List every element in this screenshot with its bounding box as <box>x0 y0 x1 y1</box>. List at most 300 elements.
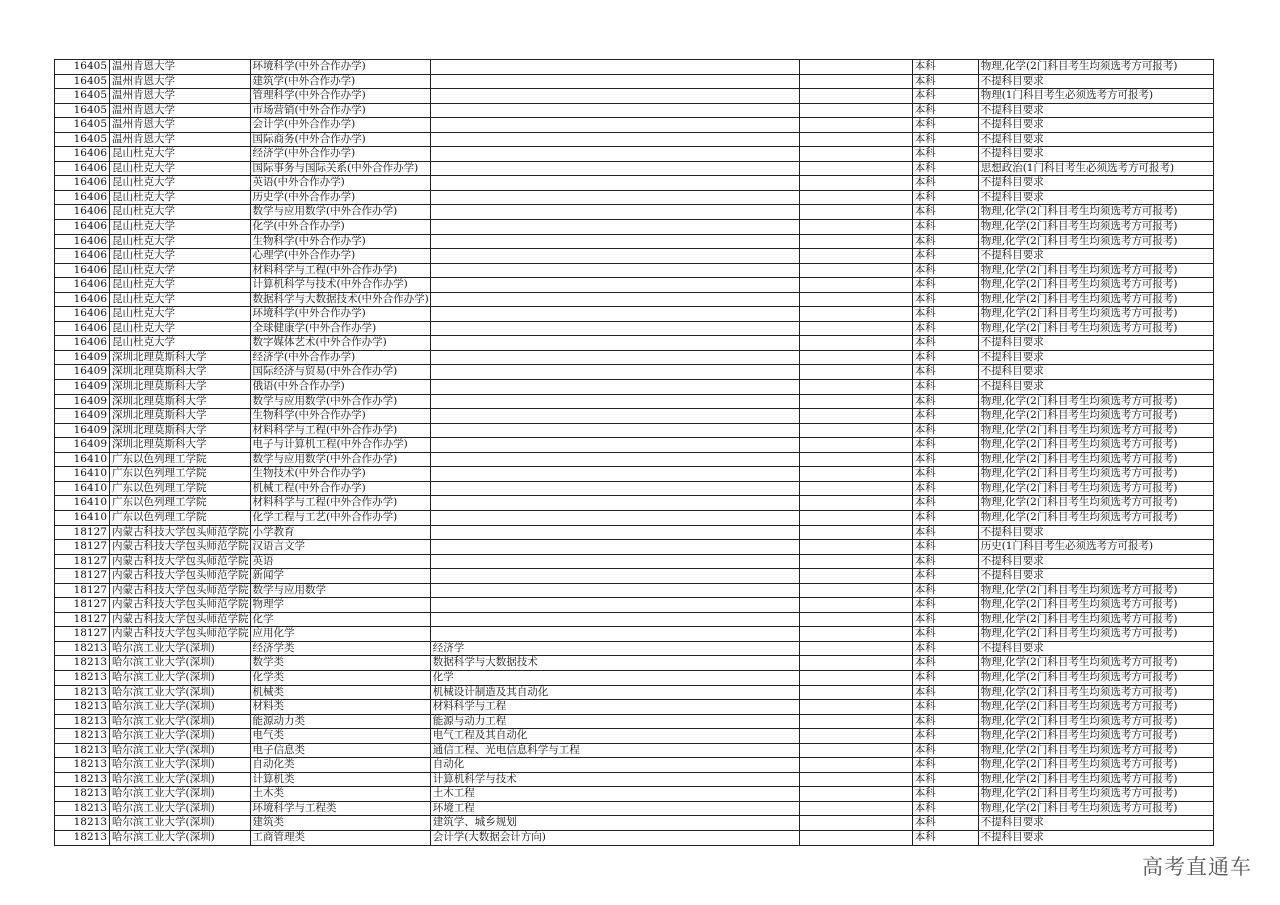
table-row <box>55 641 1214 656</box>
school-code-cell: 18213 <box>55 830 110 845</box>
major-group-cell: 化学工程与工艺(中外合作办学) <box>250 510 430 525</box>
school-name-cell: 内蒙古科技大学包头师范学院 <box>110 569 251 584</box>
level-cell: 本科 <box>912 685 978 700</box>
major-group-cell: 市场营销(中外合作办学) <box>250 103 430 118</box>
subject-requirement-cell: 不提科目要求 <box>978 554 1213 569</box>
major-group-cell: 环境科学(中外合作办学) <box>250 307 430 322</box>
school-name-cell: 昆山杜克大学 <box>110 292 251 307</box>
school-name-cell: 广东以色列理工学院 <box>110 510 251 525</box>
major-cell: 材料科学与工程 <box>430 700 799 715</box>
table-row <box>55 89 1214 104</box>
school-name-cell: 哈尔滨工业大学(深圳) <box>110 787 251 802</box>
school-code-cell: 18127 <box>55 612 110 627</box>
level-cell: 本科 <box>912 409 978 424</box>
major-cell: 能源与动力工程 <box>430 714 799 729</box>
level-cell: 本科 <box>912 118 978 133</box>
major-group-cell: 电子信息类 <box>250 743 430 758</box>
subject-requirement-cell: 不提科目要求 <box>978 132 1213 147</box>
school-name-cell: 哈尔滨工业大学(深圳) <box>110 801 251 816</box>
major-cell <box>430 365 799 380</box>
level-cell: 本科 <box>912 452 978 467</box>
subject-requirement-cell: 物理,化学(2门科目考生均须选考方可报考) <box>978 292 1213 307</box>
level-cell: 本科 <box>912 510 978 525</box>
school-name-cell: 广东以色列理工学院 <box>110 467 251 482</box>
major-group-cell: 材料类 <box>250 700 430 715</box>
school-code-cell: 16405 <box>55 60 110 75</box>
major-group-cell: 经济学(中外合作办学) <box>250 350 430 365</box>
school-code-cell: 16405 <box>55 132 110 147</box>
major-group-cell: 机械工程(中外合作办学) <box>250 481 430 496</box>
level-cell: 本科 <box>912 220 978 235</box>
table-row <box>55 729 1214 744</box>
subject-requirements-table <box>54 59 1214 846</box>
level-cell: 本科 <box>912 60 978 75</box>
school-name-cell: 昆山杜克大学 <box>110 190 251 205</box>
note-cell <box>799 452 912 467</box>
level-cell: 本科 <box>912 103 978 118</box>
note-cell <box>799 714 912 729</box>
table-row <box>55 816 1214 831</box>
subject-requirement-cell: 物理,化学(2门科目考生均须选考方可报考) <box>978 685 1213 700</box>
subject-requirement-cell: 物理,化学(2门科目考生均须选考方可报考) <box>978 278 1213 293</box>
major-group-cell: 国际事务与国际关系(中外合作办学) <box>250 161 430 176</box>
school-name-cell: 昆山杜克大学 <box>110 147 251 162</box>
major-group-cell: 小学教育 <box>250 525 430 540</box>
subject-requirement-cell: 物理,化学(2门科目考生均须选考方可报考) <box>978 409 1213 424</box>
table-row <box>55 205 1214 220</box>
major-cell <box>430 336 799 351</box>
major-cell <box>430 263 799 278</box>
subject-requirement-cell: 不提科目要求 <box>978 118 1213 133</box>
table-row <box>55 336 1214 351</box>
level-cell: 本科 <box>912 161 978 176</box>
school-code-cell: 16406 <box>55 292 110 307</box>
note-cell <box>799 336 912 351</box>
major-cell <box>430 510 799 525</box>
subject-requirement-cell: 物理,化学(2门科目考生均须选考方可报考) <box>978 787 1213 802</box>
subject-requirement-cell: 不提科目要求 <box>978 525 1213 540</box>
major-group-cell: 计算机科学与技术(中外合作办学) <box>250 278 430 293</box>
level-cell: 本科 <box>912 234 978 249</box>
level-cell: 本科 <box>912 249 978 264</box>
school-code-cell: 18127 <box>55 554 110 569</box>
note-cell <box>799 569 912 584</box>
school-code-cell: 16406 <box>55 220 110 235</box>
note-cell <box>799 583 912 598</box>
subject-requirement-cell: 物理,化学(2门科目考生均须选考方可报考) <box>978 234 1213 249</box>
subject-requirement-cell: 不提科目要求 <box>978 176 1213 191</box>
table-row <box>55 103 1214 118</box>
table-row <box>55 409 1214 424</box>
school-code-cell: 16409 <box>55 365 110 380</box>
note-cell <box>799 321 912 336</box>
major-group-cell: 生物科学(中外合作办学) <box>250 234 430 249</box>
table-row <box>55 525 1214 540</box>
major-cell <box>430 438 799 453</box>
note-cell <box>799 496 912 511</box>
school-code-cell: 18127 <box>55 525 110 540</box>
school-name-cell: 深圳北理莫斯科大学 <box>110 394 251 409</box>
note-cell <box>799 481 912 496</box>
school-code-cell: 18127 <box>55 627 110 642</box>
subject-requirement-cell: 不提科目要求 <box>978 190 1213 205</box>
major-cell <box>430 525 799 540</box>
school-name-cell: 昆山杜克大学 <box>110 205 251 220</box>
table-row <box>55 365 1214 380</box>
major-cell <box>430 234 799 249</box>
school-code-cell: 16406 <box>55 278 110 293</box>
school-name-cell: 内蒙古科技大学包头师范学院 <box>110 627 251 642</box>
note-cell <box>799 292 912 307</box>
school-code-cell: 18213 <box>55 670 110 685</box>
major-cell <box>430 583 799 598</box>
subject-requirement-cell: 物理(1门科目考生必须选考方可报考) <box>978 89 1213 104</box>
major-group-cell: 电子与计算机工程(中外合作办学) <box>250 438 430 453</box>
table-row <box>55 700 1214 715</box>
level-cell: 本科 <box>912 74 978 89</box>
major-group-cell: 物理学 <box>250 598 430 613</box>
school-code-cell: 16409 <box>55 394 110 409</box>
note-cell <box>799 554 912 569</box>
table-row <box>55 190 1214 205</box>
school-name-cell: 深圳北理莫斯科大学 <box>110 365 251 380</box>
major-cell <box>430 540 799 555</box>
major-group-cell: 数据科学与大数据技术(中外合作办学) <box>250 292 430 307</box>
table-row <box>55 467 1214 482</box>
table-row <box>55 234 1214 249</box>
level-cell: 本科 <box>912 292 978 307</box>
level-cell: 本科 <box>912 583 978 598</box>
table-row <box>55 263 1214 278</box>
level-cell: 本科 <box>912 423 978 438</box>
school-name-cell: 温州肯恩大学 <box>110 74 251 89</box>
major-cell: 电气工程及其自动化 <box>430 729 799 744</box>
note-cell <box>799 409 912 424</box>
school-code-cell: 16409 <box>55 380 110 395</box>
major-cell <box>430 292 799 307</box>
major-cell: 化学 <box>430 670 799 685</box>
table-row <box>55 569 1214 584</box>
note-cell <box>799 743 912 758</box>
note-cell <box>799 132 912 147</box>
major-cell <box>430 132 799 147</box>
subject-requirement-cell: 思想政治(1门科目考生必须选考方可报考) <box>978 161 1213 176</box>
school-code-cell: 16406 <box>55 205 110 220</box>
table-row <box>55 583 1214 598</box>
school-code-cell: 16406 <box>55 307 110 322</box>
school-name-cell: 哈尔滨工业大学(深圳) <box>110 670 251 685</box>
school-code-cell: 16410 <box>55 510 110 525</box>
note-cell <box>799 729 912 744</box>
note-cell <box>799 365 912 380</box>
major-group-cell: 建筑学(中外合作办学) <box>250 74 430 89</box>
note-cell <box>799 598 912 613</box>
school-name-cell: 温州肯恩大学 <box>110 89 251 104</box>
subject-requirement-cell: 物理,化学(2门科目考生均须选考方可报考) <box>978 321 1213 336</box>
table-row <box>55 60 1214 75</box>
major-group-cell: 汉语言文学 <box>250 540 430 555</box>
major-group-cell: 应用化学 <box>250 627 430 642</box>
note-cell <box>799 60 912 75</box>
school-name-cell: 内蒙古科技大学包头师范学院 <box>110 525 251 540</box>
major-group-cell: 建筑类 <box>250 816 430 831</box>
major-group-cell: 数学类 <box>250 656 430 671</box>
school-code-cell: 16409 <box>55 350 110 365</box>
major-cell <box>430 467 799 482</box>
table-row <box>55 307 1214 322</box>
table-row <box>55 292 1214 307</box>
school-name-cell: 哈尔滨工业大学(深圳) <box>110 685 251 700</box>
table-row <box>55 481 1214 496</box>
table-row <box>55 394 1214 409</box>
subject-requirement-cell: 物理,化学(2门科目考生均须选考方可报考) <box>978 205 1213 220</box>
major-group-cell: 计算机类 <box>250 772 430 787</box>
table-row <box>55 830 1214 845</box>
note-cell <box>799 423 912 438</box>
school-code-cell: 16410 <box>55 496 110 511</box>
level-cell: 本科 <box>912 816 978 831</box>
school-name-cell: 温州肯恩大学 <box>110 118 251 133</box>
level-cell: 本科 <box>912 627 978 642</box>
school-code-cell: 16405 <box>55 118 110 133</box>
major-group-cell: 国际商务(中外合作办学) <box>250 132 430 147</box>
school-name-cell: 昆山杜克大学 <box>110 176 251 191</box>
level-cell: 本科 <box>912 772 978 787</box>
major-cell <box>430 60 799 75</box>
major-group-cell: 数学与应用数学 <box>250 583 430 598</box>
school-name-cell: 昆山杜克大学 <box>110 249 251 264</box>
major-group-cell: 数学与应用数学(中外合作办学) <box>250 452 430 467</box>
major-cell <box>430 103 799 118</box>
subject-requirement-cell: 物理,化学(2门科目考生均须选考方可报考) <box>978 627 1213 642</box>
level-cell: 本科 <box>912 394 978 409</box>
subject-requirement-cell: 不提科目要求 <box>978 830 1213 845</box>
major-cell <box>430 161 799 176</box>
school-name-cell: 昆山杜克大学 <box>110 263 251 278</box>
subject-requirement-cell: 物理,化学(2门科目考生均须选考方可报考) <box>978 656 1213 671</box>
level-cell: 本科 <box>912 787 978 802</box>
level-cell: 本科 <box>912 598 978 613</box>
school-name-cell: 哈尔滨工业大学(深圳) <box>110 714 251 729</box>
table-row <box>55 74 1214 89</box>
note-cell <box>799 307 912 322</box>
school-name-cell: 哈尔滨工业大学(深圳) <box>110 729 251 744</box>
level-cell: 本科 <box>912 700 978 715</box>
major-cell <box>430 321 799 336</box>
subject-requirement-cell: 物理,化学(2门科目考生均须选考方可报考) <box>978 670 1213 685</box>
table-row <box>55 249 1214 264</box>
major-group-cell: 数字媒体艺术(中外合作办学) <box>250 336 430 351</box>
table-row <box>55 540 1214 555</box>
school-name-cell: 昆山杜克大学 <box>110 321 251 336</box>
school-code-cell: 16406 <box>55 234 110 249</box>
major-group-cell: 能源动力类 <box>250 714 430 729</box>
level-cell: 本科 <box>912 438 978 453</box>
note-cell <box>799 612 912 627</box>
school-code-cell: 18213 <box>55 700 110 715</box>
major-group-cell: 会计学(中外合作办学) <box>250 118 430 133</box>
school-code-cell: 16410 <box>55 481 110 496</box>
note-cell <box>799 118 912 133</box>
level-cell: 本科 <box>912 467 978 482</box>
note-cell <box>799 801 912 816</box>
subject-requirement-cell: 物理,化学(2门科目考生均须选考方可报考) <box>978 758 1213 773</box>
school-code-cell: 16405 <box>55 89 110 104</box>
level-cell: 本科 <box>912 205 978 220</box>
note-cell <box>799 510 912 525</box>
note-cell <box>799 641 912 656</box>
major-cell: 土木工程 <box>430 787 799 802</box>
school-code-cell: 16406 <box>55 263 110 278</box>
major-cell: 自动化 <box>430 758 799 773</box>
note-cell <box>799 787 912 802</box>
table-row <box>55 685 1214 700</box>
school-code-cell: 18213 <box>55 714 110 729</box>
major-cell <box>430 598 799 613</box>
major-cell <box>430 423 799 438</box>
major-cell <box>430 569 799 584</box>
school-name-cell: 深圳北理莫斯科大学 <box>110 380 251 395</box>
table-row <box>55 627 1214 642</box>
note-cell <box>799 627 912 642</box>
level-cell: 本科 <box>912 336 978 351</box>
school-code-cell: 18213 <box>55 743 110 758</box>
major-cell: 经济学 <box>430 641 799 656</box>
subject-requirement-cell: 不提科目要求 <box>978 103 1213 118</box>
school-name-cell: 昆山杜克大学 <box>110 161 251 176</box>
table-row <box>55 510 1214 525</box>
school-name-cell: 温州肯恩大学 <box>110 132 251 147</box>
major-cell <box>430 612 799 627</box>
level-cell: 本科 <box>912 569 978 584</box>
school-code-cell: 18213 <box>55 685 110 700</box>
major-cell: 会计学(大数据会计方向) <box>430 830 799 845</box>
school-name-cell: 哈尔滨工业大学(深圳) <box>110 656 251 671</box>
school-code-cell: 16406 <box>55 321 110 336</box>
level-cell: 本科 <box>912 758 978 773</box>
major-cell <box>430 394 799 409</box>
school-name-cell: 哈尔滨工业大学(深圳) <box>110 772 251 787</box>
major-group-cell: 管理科学(中外合作办学) <box>250 89 430 104</box>
note-cell <box>799 816 912 831</box>
school-name-cell: 昆山杜克大学 <box>110 307 251 322</box>
school-code-cell: 18213 <box>55 787 110 802</box>
table-row <box>55 787 1214 802</box>
school-code-cell: 18127 <box>55 569 110 584</box>
school-code-cell: 18213 <box>55 758 110 773</box>
note-cell <box>799 234 912 249</box>
note-cell <box>799 467 912 482</box>
major-cell <box>430 481 799 496</box>
level-cell: 本科 <box>912 307 978 322</box>
school-name-cell: 深圳北理莫斯科大学 <box>110 438 251 453</box>
note-cell <box>799 190 912 205</box>
level-cell: 本科 <box>912 670 978 685</box>
school-code-cell: 16406 <box>55 161 110 176</box>
subject-requirement-cell: 物理,化学(2门科目考生均须选考方可报考) <box>978 801 1213 816</box>
school-name-cell: 广东以色列理工学院 <box>110 481 251 496</box>
major-group-cell: 历史学(中外合作办学) <box>250 190 430 205</box>
major-group-cell: 国际经济与贸易(中外合作办学) <box>250 365 430 380</box>
table-row <box>55 758 1214 773</box>
subject-requirement-cell: 不提科目要求 <box>978 380 1213 395</box>
note-cell <box>799 540 912 555</box>
table-row <box>55 278 1214 293</box>
school-code-cell: 18213 <box>55 816 110 831</box>
major-cell <box>430 452 799 467</box>
level-cell: 本科 <box>912 830 978 845</box>
table-row <box>55 743 1214 758</box>
watermark: 高考直通车 <box>1142 855 1252 879</box>
note-cell <box>799 263 912 278</box>
school-code-cell: 16410 <box>55 467 110 482</box>
major-cell <box>430 118 799 133</box>
table-row <box>55 452 1214 467</box>
school-name-cell: 内蒙古科技大学包头师范学院 <box>110 612 251 627</box>
school-name-cell: 哈尔滨工业大学(深圳) <box>110 641 251 656</box>
level-cell: 本科 <box>912 132 978 147</box>
subject-requirement-cell: 不提科目要求 <box>978 365 1213 380</box>
school-code-cell: 18213 <box>55 801 110 816</box>
note-cell <box>799 220 912 235</box>
major-cell: 机械设计制造及其自动化 <box>430 685 799 700</box>
table-row <box>55 496 1214 511</box>
level-cell: 本科 <box>912 743 978 758</box>
subject-requirement-cell: 不提科目要求 <box>978 74 1213 89</box>
school-name-cell: 深圳北理莫斯科大学 <box>110 423 251 438</box>
major-cell <box>430 380 799 395</box>
major-cell <box>430 147 799 162</box>
subject-requirement-cell: 物理,化学(2门科目考生均须选考方可报考) <box>978 496 1213 511</box>
subject-requirement-cell: 物理,化学(2门科目考生均须选考方可报考) <box>978 743 1213 758</box>
subject-requirement-cell: 物理,化学(2门科目考生均须选考方可报考) <box>978 510 1213 525</box>
major-cell <box>430 205 799 220</box>
major-cell: 建筑学、城乡规划 <box>430 816 799 831</box>
subject-requirement-cell: 不提科目要求 <box>978 147 1213 162</box>
subject-requirement-cell: 物理,化学(2门科目考生均须选考方可报考) <box>978 481 1213 496</box>
major-group-cell: 化学(中外合作办学) <box>250 220 430 235</box>
major-group-cell: 英语 <box>250 554 430 569</box>
table-row <box>55 380 1214 395</box>
note-cell <box>799 772 912 787</box>
major-group-cell: 数学与应用数学(中外合作办学) <box>250 394 430 409</box>
major-group-cell: 俄语(中外合作办学) <box>250 380 430 395</box>
major-cell <box>430 627 799 642</box>
subject-requirement-cell: 物理,化学(2门科目考生均须选考方可报考) <box>978 583 1213 598</box>
school-code-cell: 16405 <box>55 74 110 89</box>
subject-requirement-cell: 不提科目要求 <box>978 641 1213 656</box>
school-code-cell: 16406 <box>55 176 110 191</box>
school-name-cell: 广东以色列理工学院 <box>110 452 251 467</box>
major-group-cell: 生物科学(中外合作办学) <box>250 409 430 424</box>
major-group-cell: 全球健康学(中外合作办学) <box>250 321 430 336</box>
level-cell: 本科 <box>912 380 978 395</box>
note-cell <box>799 350 912 365</box>
level-cell: 本科 <box>912 190 978 205</box>
subject-requirement-cell: 不提科目要求 <box>978 336 1213 351</box>
school-name-cell: 昆山杜克大学 <box>110 234 251 249</box>
level-cell: 本科 <box>912 350 978 365</box>
major-cell <box>430 307 799 322</box>
table-row <box>55 176 1214 191</box>
major-cell: 通信工程、光电信息科学与工程 <box>430 743 799 758</box>
subject-requirement-cell: 物理,化学(2门科目考生均须选考方可报考) <box>978 729 1213 744</box>
subject-requirement-cell: 不提科目要求 <box>978 816 1213 831</box>
school-name-cell: 广东以色列理工学院 <box>110 496 251 511</box>
school-code-cell: 18127 <box>55 540 110 555</box>
subject-requirement-cell: 不提科目要求 <box>978 569 1213 584</box>
level-cell: 本科 <box>912 321 978 336</box>
